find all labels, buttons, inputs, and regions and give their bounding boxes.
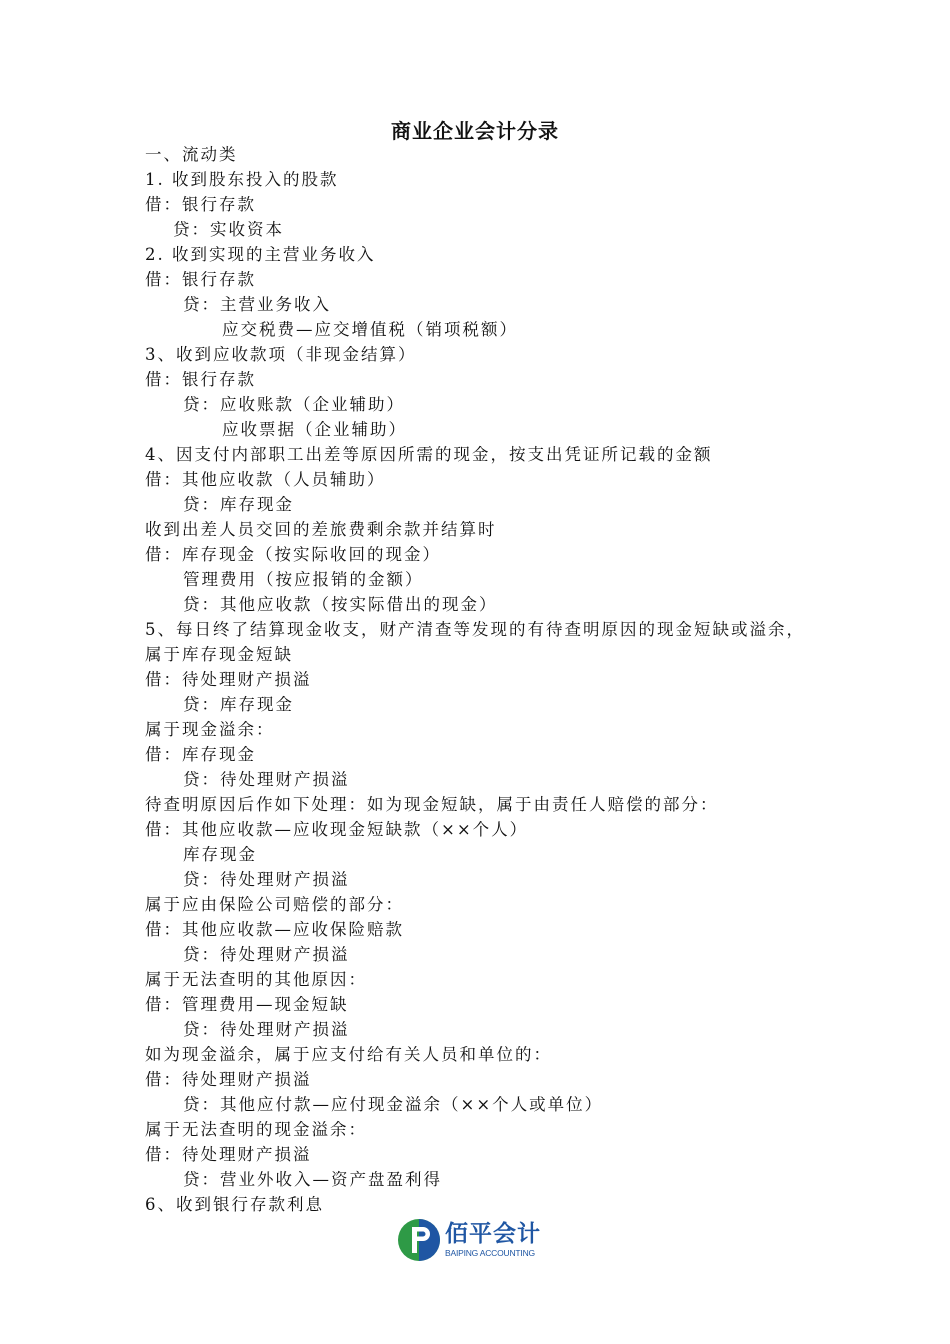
text-line: 借：待处理财产损溢 <box>145 1145 312 1164</box>
text-line: 借：其他应收款（人员辅助） <box>145 470 386 489</box>
logo-english-name: BAIPING ACCOUNTING <box>445 1248 535 1258</box>
text-line: 属于现金溢余： <box>145 720 275 739</box>
text-line: 收到出差人员交回的差旅费剩余款并结算时 <box>145 520 497 539</box>
text-line: 借：待处理财产损溢 <box>145 1070 312 1089</box>
text-line: 2. 收到实现的主营业务收入 <box>145 245 376 264</box>
text-line: 借：银行存款 <box>145 370 256 389</box>
text-line: 贷：待处理财产损溢 <box>183 770 350 789</box>
text-line: 待查明原因后作如下处理：如为现金短缺，属于由责任人赔偿的部分： <box>145 795 719 814</box>
text-line: 贷：库存现金 <box>183 495 294 514</box>
text-line: 属于无法查明的其他原因： <box>145 970 367 989</box>
text-line: 一、流动类 <box>145 145 238 164</box>
text-line: 属于应由保险公司赔偿的部分： <box>145 895 404 914</box>
text-line: 属于库存现金短缺 <box>145 645 293 664</box>
text-line: 贷：其他应收款（按实际借出的现金） <box>183 595 498 614</box>
text-line: 6、收到银行存款利息 <box>145 1195 324 1214</box>
text-line: 3、收到应收款项（非现金结算） <box>145 345 417 364</box>
text-line: 贷：应收账款（企业辅助） <box>183 395 405 414</box>
text-line: 贷：其他应付款—应付现金溢余（××个人或单位） <box>183 1095 604 1114</box>
footer-logo <box>397 1214 553 1266</box>
text-line: 借：库存现金 <box>145 745 256 764</box>
text-line: 借：待处理财产损溢 <box>145 670 312 689</box>
text-line: 借：银行存款 <box>145 270 256 289</box>
text-line: 1. 收到股东投入的股款 <box>145 170 339 189</box>
text-line: 贷：待处理财产损溢 <box>183 945 350 964</box>
text-line: 借：其他应收款—应收现金短缺款（××个人） <box>145 820 529 839</box>
text-line: 库存现金 <box>183 845 257 864</box>
text-line: 借：银行存款 <box>145 195 256 214</box>
document-body <box>145 142 845 1217</box>
text-line: 管理费用（按应报销的金额） <box>183 570 424 589</box>
text-line: 应交税费—应交增值税（销项税额） <box>222 320 518 339</box>
text-line: 应收票据（企业辅助） <box>222 420 407 439</box>
text-line: 借：管理费用—现金短缺 <box>145 995 349 1014</box>
document-title: 商业企业会计分录 <box>391 119 559 143</box>
text-line: 贷：待处理财产损溢 <box>183 1020 350 1039</box>
text-line: 4、因支付内部职工出差等原因所需的现金，按支出凭证所记载的金额 <box>145 445 713 464</box>
text-line: 借：库存现金（按实际收回的现金） <box>145 545 441 564</box>
text-line: 5、每日终了结算现金收支，财产清查等发现的有待查明原因的现金短缺或溢余， <box>145 620 805 639</box>
text-line: 贷：待处理财产损溢 <box>183 870 350 889</box>
text-line: 贷：主营业务收入 <box>183 295 331 314</box>
text-line: 借：其他应收款—应收保险赔款 <box>145 920 404 939</box>
text-line: 属于无法查明的现金溢余： <box>145 1120 367 1139</box>
text-line: 如为现金溢余，属于应支付给有关人员和单位的： <box>145 1045 552 1064</box>
text-line: 贷：实收资本 <box>173 220 284 239</box>
text-line: 贷：库存现金 <box>183 695 294 714</box>
text-line: 贷：营业外收入—资产盘盈利得 <box>183 1170 442 1189</box>
logo-chinese-name: 佰平会计 <box>445 1221 541 1247</box>
baiping-logo-icon <box>397 1218 441 1262</box>
